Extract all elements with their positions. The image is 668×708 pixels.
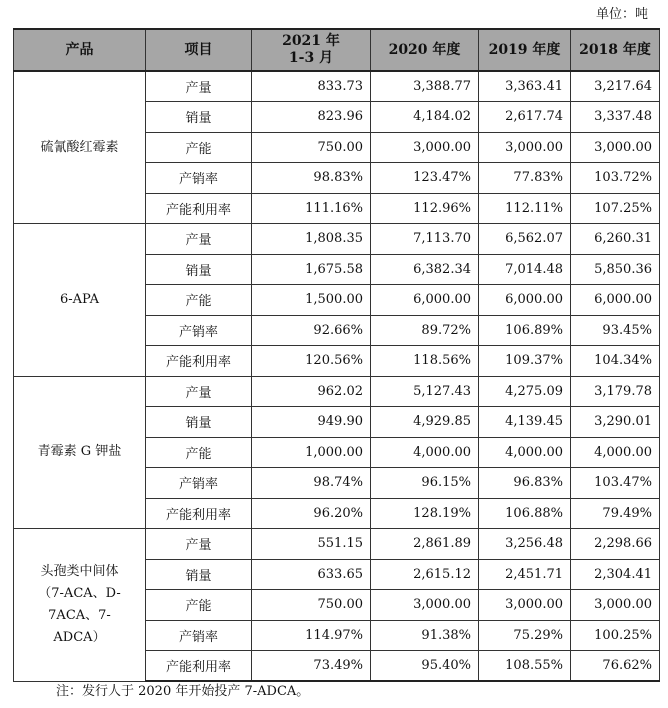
product-name-line: 7ACA、7- [48, 607, 111, 623]
value-cell-2018: 76.62% [571, 651, 660, 682]
item-label-cell: 产销率 [146, 620, 252, 651]
value-cell-2020: 118.56% [371, 346, 479, 377]
value-cell-2019: 3,256.48 [479, 529, 571, 560]
value-cell-2021: 111.16% [252, 193, 371, 224]
table-row [14, 376, 660, 407]
value-cell-2020: 128.19% [371, 498, 479, 529]
value-cell-2019: 3,000.00 [479, 132, 571, 163]
value-cell-2020: 4,929.85 [371, 407, 479, 438]
value-cell-2020: 2,861.89 [371, 529, 479, 560]
header-2021q1-line1: 2021 年 [282, 33, 340, 49]
unit-label: 单位：吨 [595, 7, 648, 22]
table-row [14, 529, 660, 560]
value-cell-2020: 6,000.00 [371, 285, 479, 316]
value-cell-2018: 2,298.66 [571, 529, 660, 560]
product-name-cell [14, 529, 146, 682]
item-label-cell: 产销率 [146, 315, 252, 346]
value-cell-2018: 3,179.78 [571, 376, 660, 407]
item-label-cell: 销量 [146, 102, 252, 133]
value-cell-2018: 103.72% [571, 163, 660, 194]
value-cell-2019: 4,275.09 [479, 376, 571, 407]
value-cell-2019: 77.83% [479, 163, 571, 194]
value-cell-2021: 73.49% [252, 651, 371, 682]
table-header-row [14, 29, 660, 71]
item-label-cell: 产能利用率 [146, 346, 252, 377]
value-cell-2021: 823.96 [252, 102, 371, 133]
value-cell-2018: 3,000.00 [571, 590, 660, 621]
item-label-cell: 产销率 [146, 468, 252, 499]
value-cell-2019: 2,617.74 [479, 102, 571, 133]
table-body [14, 71, 660, 681]
value-cell-2019: 106.88% [479, 498, 571, 529]
product-name-cell [14, 224, 146, 377]
item-label-cell: 产能利用率 [146, 651, 252, 682]
value-cell-2020: 95.40% [371, 651, 479, 682]
value-cell-2019: 4,139.45 [479, 407, 571, 438]
value-cell-2019: 2,451.71 [479, 559, 571, 590]
item-label-cell: 销量 [146, 407, 252, 438]
product-name-cell [14, 71, 146, 224]
item-label-cell: 产能 [146, 590, 252, 621]
value-cell-2020: 112.96% [371, 193, 479, 224]
value-cell-2019: 108.55% [479, 651, 571, 682]
value-cell-2020: 6,382.34 [371, 254, 479, 285]
value-cell-2018: 93.45% [571, 315, 660, 346]
value-cell-2020: 7,113.70 [371, 224, 479, 255]
product-name-line: 头孢类中间体 [40, 563, 119, 579]
value-cell-2018: 6,260.31 [571, 224, 660, 255]
item-label-cell: 产能利用率 [146, 498, 252, 529]
value-cell-2021: 1,675.58 [252, 254, 371, 285]
value-cell-2020: 96.15% [371, 468, 479, 499]
value-cell-2020: 91.38% [371, 620, 479, 651]
value-cell-2018: 104.34% [571, 346, 660, 377]
value-cell-2019: 75.29% [479, 620, 571, 651]
product-name-line: 青霉素 G 钾盐 [37, 444, 122, 460]
value-cell-2019: 109.37% [479, 346, 571, 377]
header-2021q1-line2: 1-3 月 [288, 50, 334, 66]
item-label-cell: 产量 [146, 376, 252, 407]
value-cell-2021: 750.00 [252, 132, 371, 163]
value-cell-2018: 103.47% [571, 468, 660, 499]
item-label-cell: 产能 [146, 285, 252, 316]
value-cell-2021: 633.65 [252, 559, 371, 590]
value-cell-2021: 1,808.35 [252, 224, 371, 255]
header-item: 项目 [146, 29, 252, 71]
capacity-table [13, 28, 660, 682]
value-cell-2021: 949.90 [252, 407, 371, 438]
value-cell-2021: 551.15 [252, 529, 371, 560]
value-cell-2021: 833.73 [252, 71, 371, 102]
item-label-cell: 销量 [146, 254, 252, 285]
value-cell-2018: 3,000.00 [571, 132, 660, 163]
value-cell-2019: 4,000.00 [479, 437, 571, 468]
item-label-cell: 产能 [146, 437, 252, 468]
header-2021q1 [252, 29, 371, 71]
value-cell-2020: 89.72% [371, 315, 479, 346]
value-cell-2018: 3,217.64 [571, 71, 660, 102]
value-cell-2018: 79.49% [571, 498, 660, 529]
value-cell-2020: 4,000.00 [371, 437, 479, 468]
value-cell-2019: 112.11% [479, 193, 571, 224]
value-cell-2021: 98.74% [252, 468, 371, 499]
value-cell-2020: 3,000.00 [371, 590, 479, 621]
item-label-cell: 产销率 [146, 163, 252, 194]
value-cell-2021: 114.97% [252, 620, 371, 651]
value-cell-2020: 2,615.12 [371, 559, 479, 590]
item-label-cell: 产量 [146, 529, 252, 560]
value-cell-2019: 96.83% [479, 468, 571, 499]
value-cell-2020: 5,127.43 [371, 376, 479, 407]
value-cell-2021: 120.56% [252, 346, 371, 377]
value-cell-2021: 1,000.00 [252, 437, 371, 468]
value-cell-2020: 4,184.02 [371, 102, 479, 133]
value-cell-2021: 98.83% [252, 163, 371, 194]
item-label-cell: 销量 [146, 559, 252, 590]
table-row [14, 71, 660, 102]
value-cell-2018: 3,290.01 [571, 407, 660, 438]
header-product: 产品 [14, 29, 146, 71]
value-cell-2018: 4,000.00 [571, 437, 660, 468]
value-cell-2018: 6,000.00 [571, 285, 660, 316]
value-cell-2019: 6,000.00 [479, 285, 571, 316]
value-cell-2018: 5,850.36 [571, 254, 660, 285]
value-cell-2018: 100.25% [571, 620, 660, 651]
value-cell-2019: 106.89% [479, 315, 571, 346]
value-cell-2021: 92.66% [252, 315, 371, 346]
item-label-cell: 产量 [146, 71, 252, 102]
footnote: 注：发行人于 2020 年开始投产 7-ADCA。 [56, 684, 310, 699]
value-cell-2021: 96.20% [252, 498, 371, 529]
product-name-line: 硫氰酸红霉素 [40, 139, 119, 155]
product-name-cell [14, 376, 146, 529]
item-label-cell: 产能 [146, 132, 252, 163]
value-cell-2020: 3,388.77 [371, 71, 479, 102]
product-name-line: ADCA） [53, 629, 106, 645]
value-cell-2018: 107.25% [571, 193, 660, 224]
value-cell-2019: 3,363.41 [479, 71, 571, 102]
header-2019: 2019 年度 [479, 29, 571, 71]
table-row [14, 224, 660, 255]
item-label-cell: 产能利用率 [146, 193, 252, 224]
value-cell-2021: 962.02 [252, 376, 371, 407]
value-cell-2020: 3,000.00 [371, 132, 479, 163]
header-2018: 2018 年度 [571, 29, 660, 71]
value-cell-2019: 7,014.48 [479, 254, 571, 285]
item-label-cell: 产量 [146, 224, 252, 255]
value-cell-2018: 2,304.41 [571, 559, 660, 590]
value-cell-2021: 1,500.00 [252, 285, 371, 316]
product-name-line: 6-APA [60, 291, 99, 307]
value-cell-2020: 123.47% [371, 163, 479, 194]
value-cell-2019: 6,562.07 [479, 224, 571, 255]
value-cell-2018: 3,337.48 [571, 102, 660, 133]
value-cell-2021: 750.00 [252, 590, 371, 621]
product-name-line: （7-ACA、D- [38, 585, 121, 601]
header-2020: 2020 年度 [371, 29, 479, 71]
value-cell-2019: 3,000.00 [479, 590, 571, 621]
